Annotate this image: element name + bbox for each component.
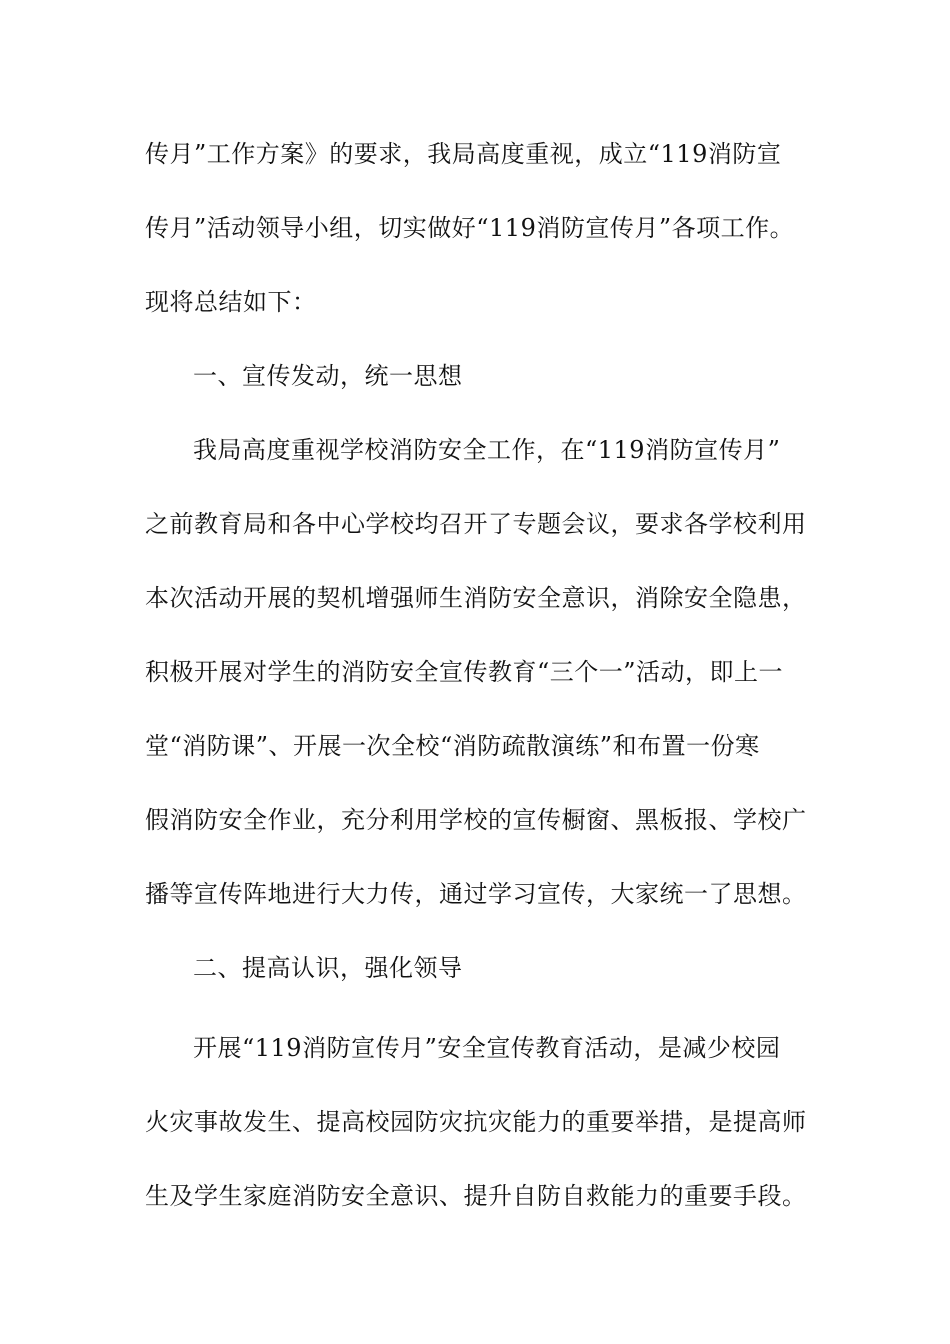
text-line: 生及学生家庭消防安全意识、提升自防自救能力的重要手段。 (145, 1182, 807, 1210)
text-line: 积极开展对学生的消防安全宣传教育“三个一”活动，即上一 (145, 658, 784, 686)
section-heading: 一、宣传发动，统一思想 (193, 362, 463, 390)
text-line: 之前教育局和各中心学校均召开了专题会议，要求各学校利用 (145, 510, 807, 538)
text-line: 传月”工作方案》的要求，我局高度重视，成立“119消防宣 (145, 140, 782, 168)
text-line: 播等宣传阵地进行大力传，通过学习宣传，大家统一了思想。 (145, 880, 807, 908)
text-line: 现将总结如下： (145, 288, 317, 316)
text-line: 传月”活动领导小组，切实做好“119消防宣传月”各项工作。 (145, 214, 795, 242)
text-line: 开展“119消防宣传月”安全宣传教育活动，是减少校园 (193, 1034, 781, 1062)
text-line: 我局高度重视学校消防安全工作，在“119消防宣传月” (193, 436, 781, 464)
section-heading: 二、提高认识，强化领导 (193, 954, 463, 982)
text-line: 火灾事故发生、提高校园防灾抗灾能力的重要举措，是提高师 (145, 1108, 807, 1136)
text-line: 本次活动开展的契机增强师生消防安全意识，消除安全隐患， (145, 584, 807, 612)
text-line: 堂“消防课”、开展一次全校“消防疏散演练”和布置一份寒 (145, 732, 760, 760)
text-line: 假消防安全作业，充分利用学校的宣传橱窗、黑板报、学校广 (145, 806, 807, 834)
